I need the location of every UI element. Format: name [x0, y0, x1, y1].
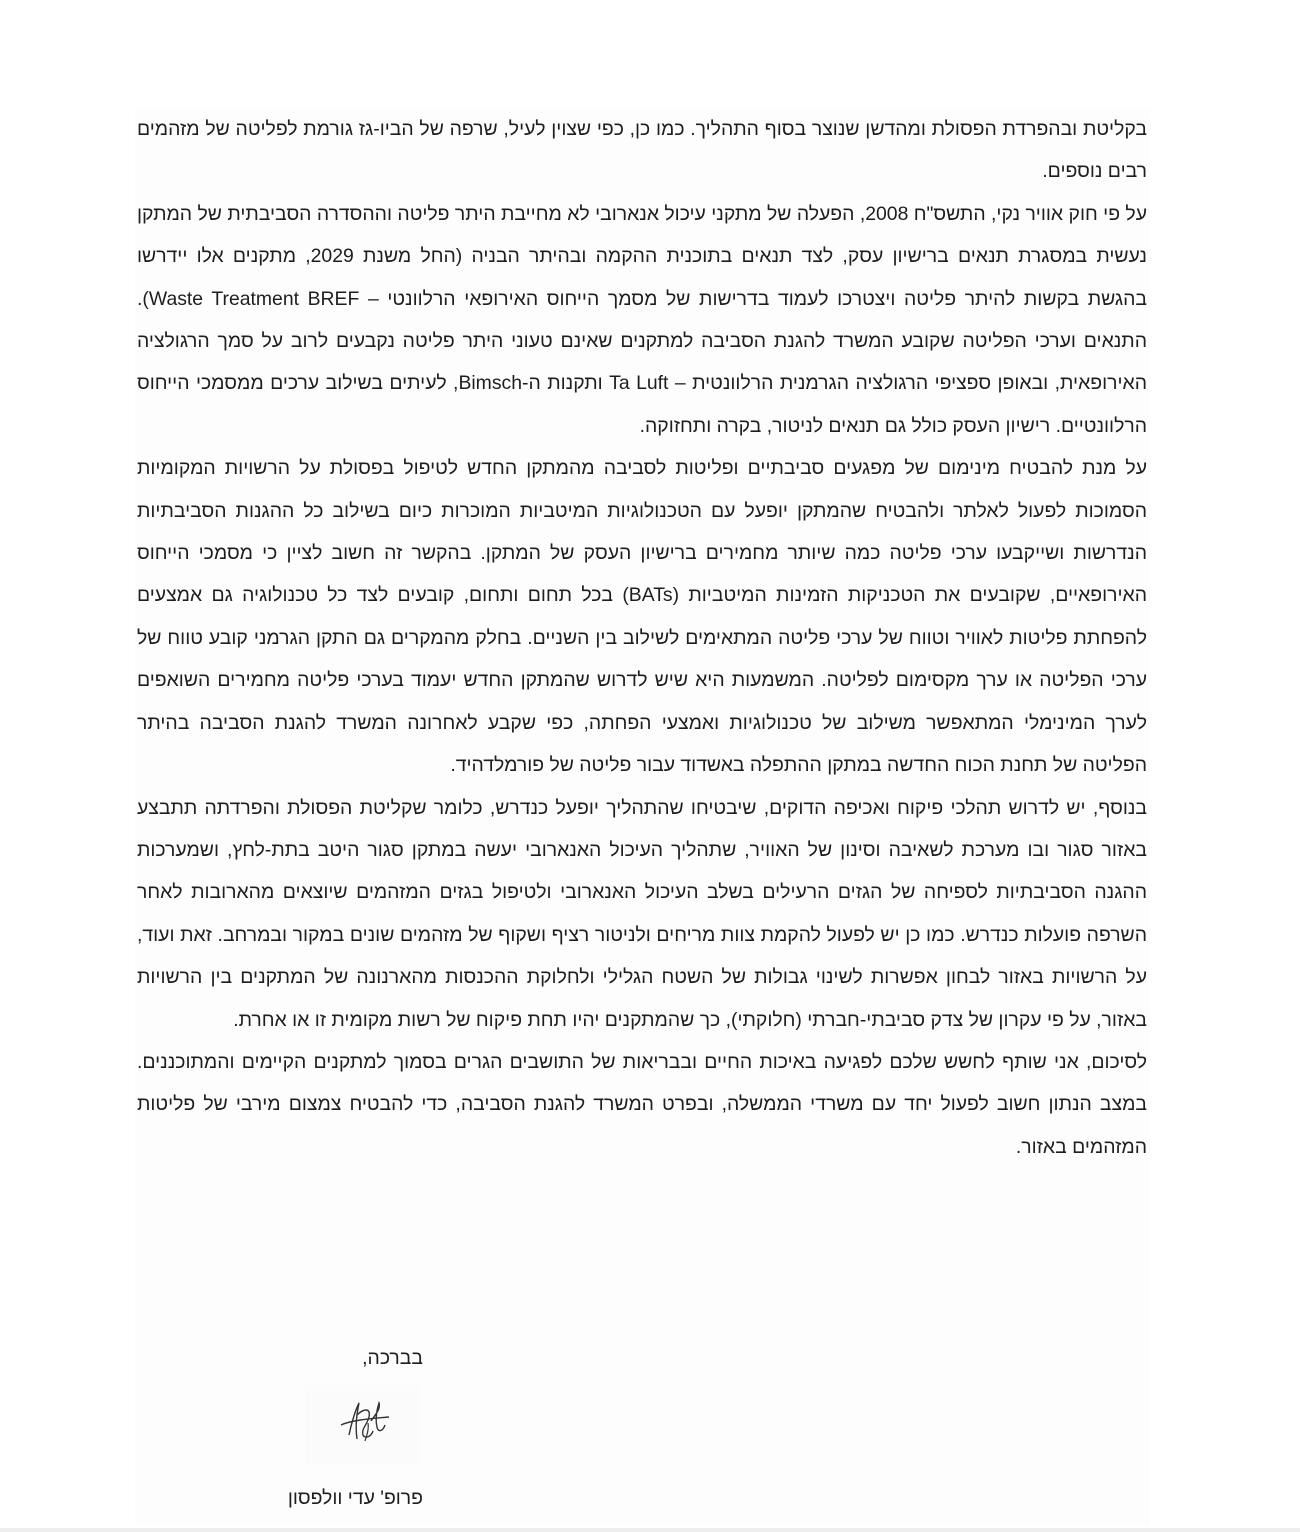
paragraph-minimize-emissions: על מנת להבטיח מינימום של מפגעים סביבתיים ופליטות לסביבה מהמתקן החדש לטיפול בפסולת על הרשויות המקומיות הסמוכות לפעול לאלתר ולהבטיח שהמתקן יופעל עם הטכנולוגיות המיטביות המוכרות כיום בשילוב כל ההגנות הסביבתיות הנדרשות ושייקבעו ערכי פליטה כמה שיותר מחמירים ברישיון העסק של המתקן. בהקשר זה חשוב לציין כי מסמכי הייחוס האירופאיים, שקובעים את הטכניקות הזמינות המיטביות (BATs) בכל תחום ותחום, קובעים לצד כל טכנולוגיה גם אמצעים להפחתת פליטות לאוויר וטווח של ערכי פליטה המתאימים לשילוב בין השניים. בחלק מהמקרים גם התקן הגרמני קובע טווח של ערכי הפליטה או ערך מקסימום לפליטה. המשמעות היא שיש לדרוש שהמתקן החדש יעמוד בערכי פליטה מחמירים השואפים לערך המינימלי המתאפשר משילוב של טכנולוגיות ואמצעי הפחתה, כפי שקבע לאחרונה המשרד להגנת הסביבה בהיתר הפליטה של תחנת הכוח החדשה במתקן ההתפלה באשדוד עבור פליטה של פורמלדהיד. [137, 457, 1147, 777]
letter-body [137, 108, 1147, 1168]
signer-name: פרופ' עדי וולפסון [287, 1487, 423, 1509]
paragraph-intro-continuation: בקליטת ובהפרדת הפסולת ומהדשן שנוצר בסוף התהליך. כמו כן, כפי שצוין לעיל, שרפה של הביו-גז גורמת לפליטה של מזהמים רבים נוספים. [137, 118, 1147, 183]
page-bottom-divider [0, 1528, 1300, 1532]
paragraph-summary: לסיכום, אני שותף לחשש שלכם לפגיעה באיכות החיים ובבריאות של התושבים הגרים בסמוך למתקנים הקיימים והמתוכננים. במצב הנתון חשוב לפעול יחד עם משרדי הממשלה, ובפרט המשרד להגנת הסביבה, כדי להבטיח צמצום מירבי של פליטות המזהמים באזור. [137, 1050, 1147, 1158]
paragraph-clean-air-law: על פי חוק אוויר נקי, התשס"ח 2008, הפעלה של מתקני עיכול אנארובי לא מחייבת היתר פליטה וההסדרה הסביבתית של המתקן נעשית במסגרת תנאים ברישיון עסק, לצד תנאים בתוכנית ההקמה ובהיתר הבניה (החל משנת 2029, מתקנים אלו יידרשו בהגשת בקשות להיתר פליטה ויצטרכו לעמוד בדרישות של מסמך הייחוס האירופאי הרלוונטי – Waste Treatment BREF). התנאים וערכי הפליטה שקובע המשרד להגנת הסביבה למתקנים שאינם טעוני היתר פליטה נקבעים לרוב על סמך הרגולציה האירופאית, ובאופן ספציפי הרגולציה הגרמנית הרלוונטית – Ta Luft ותקנות ה-Bimsch, לעיתים בשילוב ערכים ממסמכי הייחוס הרלוונטיים. רישיון העסק כולל גם תנאים לניטור, בקרה ותחזוקה. [137, 202, 1147, 437]
closing-greeting: בברכה, [362, 1347, 423, 1369]
signature-image [305, 1385, 420, 1465]
signature-icon [335, 1395, 395, 1451]
paragraph-enforcement: בנוסף, יש לדרוש תהלכי פיקוח ואכיפה הדוקים, שיבטיחו שהתהליך יופעל כנדרש, כלומר שקליטת הפסולת והפרדתה תתבצע באזור סגור ובו מערכת לשאיבה וסינון של האוויר, שתהליך העיכול האנארובי יעשה במתקן סגור היטב בתת-לחץ, ושמערכות ההגנה הסביבתיות לספיחה של הגזים הרעילים בשלב העיכול האנארובי ולטיפול בגזים המזהמים שיוצאים מהארובות לאחר השרפה פועלות כנדרש. כמו כן יש לפעול להקמת צוות מריחים ולניטור רציף ושקוף של מזהמים שונים במקור ובמרחב. זאת ועוד, על הרשויות באזור לבחון אפשרות לשינוי גבולות של השטח הגלילי ולחלוקת ההכנסות מהארנונה של המתקנים בין הרשויות באזור, על פי עקרון של צדק סביבתי-חברתי (חלוקתי), כך שהמתקנים יהיו תחת פיקוח של רשות מקומית זו או אחרת. [137, 796, 1147, 1031]
